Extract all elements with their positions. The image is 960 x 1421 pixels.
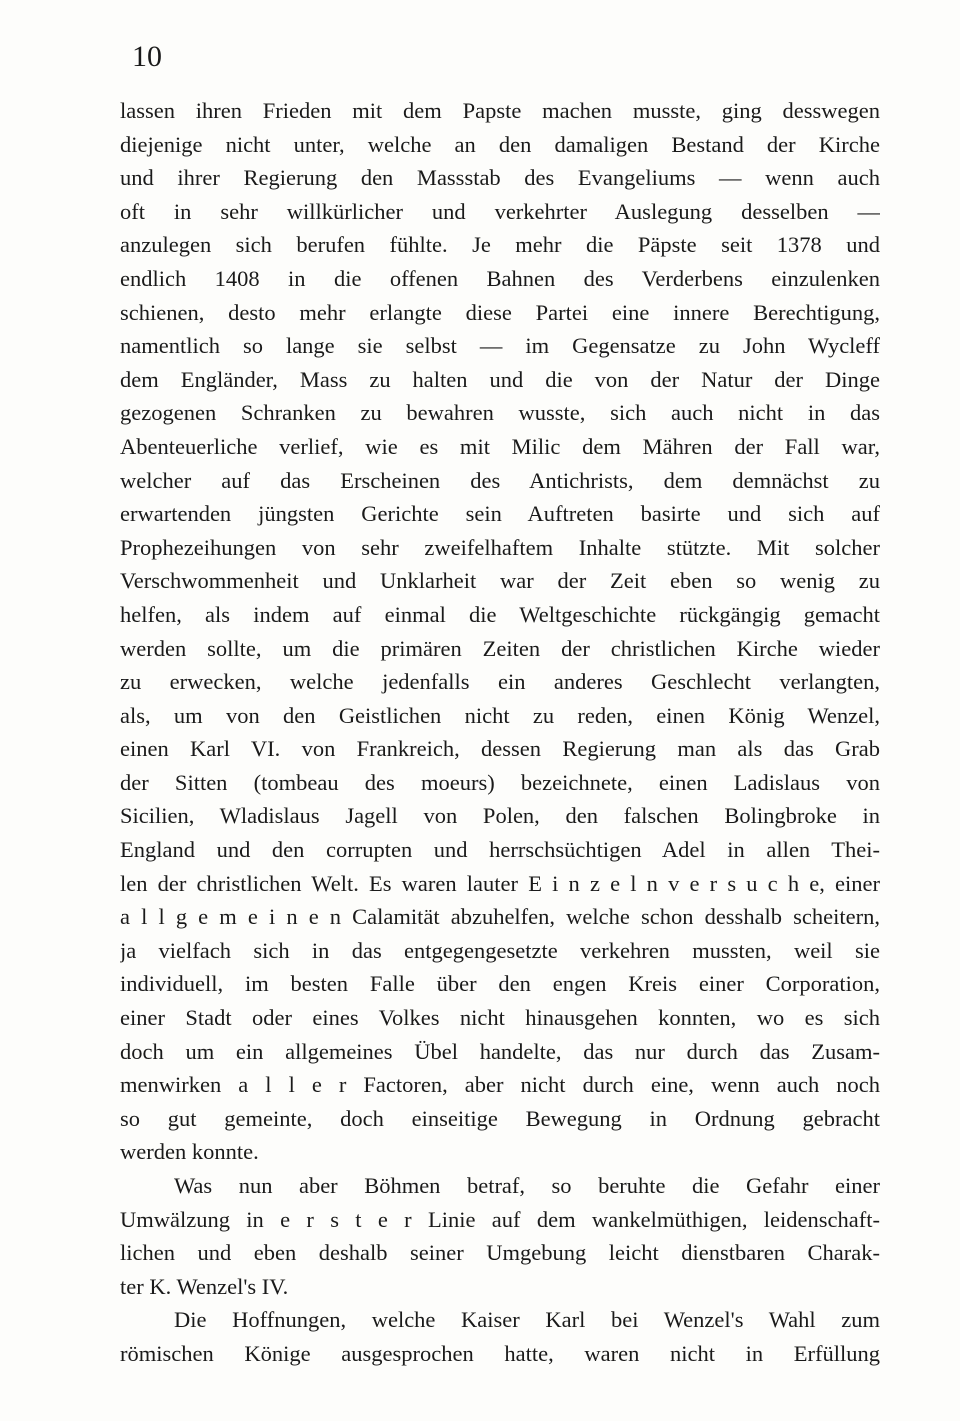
text-line: werden sollte, um die primären Zeiten der christlichen Kirche wieder [120, 635, 880, 661]
text-line: anzulegen sich berufen fühlte. Je mehr die Päpste seit 1378 und [120, 232, 880, 258]
text-line: doch um ein allgemeines Übel handelte, das nur durch das Zusam- [120, 1038, 880, 1064]
text-line: gezogenen Schranken zu bewahren wusste, sich auch nicht in das [120, 400, 880, 426]
text-line: a l l g e m e i n e n Calamität abzuhelfen, welche schon desshalb scheitern, [120, 904, 880, 930]
text-line: oft in sehr willkürlicher und verkehrter Auslegung desselben — [120, 198, 880, 224]
text-line: dem Engländer, Mass zu halten und die von der Natur der Dinge [120, 366, 880, 392]
text-line: Sicilien, Wladislaus Jagell von Polen, den falschen Bolingbroke in [120, 803, 880, 829]
page-number: 10 [132, 40, 162, 73]
text-line: endlich 1408 in die offenen Bahnen des Verderbens einzulenken [120, 265, 880, 291]
text-line: Die Hoffnungen, welche Kaiser Karl bei Wenzel's Wahl zum [174, 1307, 880, 1333]
text-line: lichen und eben deshalb seiner Umgebung leicht dienstbaren Charak- [120, 1240, 880, 1266]
text-line: schienen, desto mehr erlangte diese Partei eine innere Berechtigung, [120, 299, 880, 325]
text-line: Abenteuerliche verlief, wie es mit Milic dem Mähren der Fall war, [120, 433, 880, 459]
text-line: namentlich so lange sie selbst — im Gegensatze zu John Wycleff [120, 333, 880, 359]
text-line: römischen Könige ausgesprochen hatte, waren nicht in Erfüllung [120, 1340, 880, 1366]
text-line: Verschwommenheit und Unklarheit war der Zeit eben so wenig zu [120, 568, 880, 594]
text-line: einer Stadt oder eines Volkes nicht hinausgehen konnten, wo es sich [120, 1005, 880, 1031]
text-line: diejenige nicht unter, welche an den damaligen Bestand der Kirche [120, 131, 880, 157]
text-line: und ihrer Regierung den Massstab des Evangeliums — wenn auch [120, 165, 880, 191]
text-line: lassen ihren Frieden mit dem Papste machen musste, ging desswegen [120, 98, 880, 123]
text-line: Was nun aber Böhmen betraf, so beruhte die Gefahr einer [174, 1173, 880, 1198]
text-line: individuell, im besten Falle über den engen Kreis einer Corporation, [120, 971, 880, 997]
text-line: als, um von den Geistlichen nicht zu reden, einen König Wenzel, [120, 702, 880, 728]
text-line: ja vielfach sich in das entgegengesetzte verkehren mussten, weil sie [120, 937, 880, 963]
text-line: len der christlichen Welt. Es waren lauter E i n z e l n v e r s u c h e, einer [120, 870, 880, 896]
body-text [120, 94, 880, 1371]
text-line: helfen, als indem auf einmal die Weltgeschichte rückgängig gemacht [120, 601, 880, 627]
text-line: zu erwecken, welche jedenfalls ein anderes Geschlecht verlangten, [120, 669, 880, 695]
text-line: menwirken a l l e r Factoren, aber nicht durch eine, wenn auch noch [120, 1072, 880, 1098]
text-line: Prophezeihungen von sehr zweifelhaftem Inhalte stützte. Mit solcher [120, 534, 880, 560]
text-line: ter K. Wenzel's IV. [120, 1273, 289, 1299]
text-line: einen Karl VI. von Frankreich, dessen Regierung man als das Grab [120, 736, 880, 762]
text-line: der Sitten (tombeau des moeurs) bezeichnete, einen Ladislaus von [120, 769, 880, 795]
text-line: England und den corrupten und herrschsüchtigen Adel in allen Thei- [120, 837, 880, 863]
text-line: Umwälzung in e r s t e r Linie auf dem wankelmüthigen, leidenschaft- [120, 1206, 880, 1232]
text-line: werden konnte. [120, 1139, 259, 1165]
text-line: so gut gemeinte, doch einseitige Bewegung in Ordnung gebracht [120, 1105, 880, 1131]
text-line: welcher auf das Erscheinen des Antichrists, dem demnächst zu [120, 467, 880, 493]
text-line: erwartenden jüngsten Gerichte sein Auftreten basirte und sich auf [120, 501, 880, 527]
